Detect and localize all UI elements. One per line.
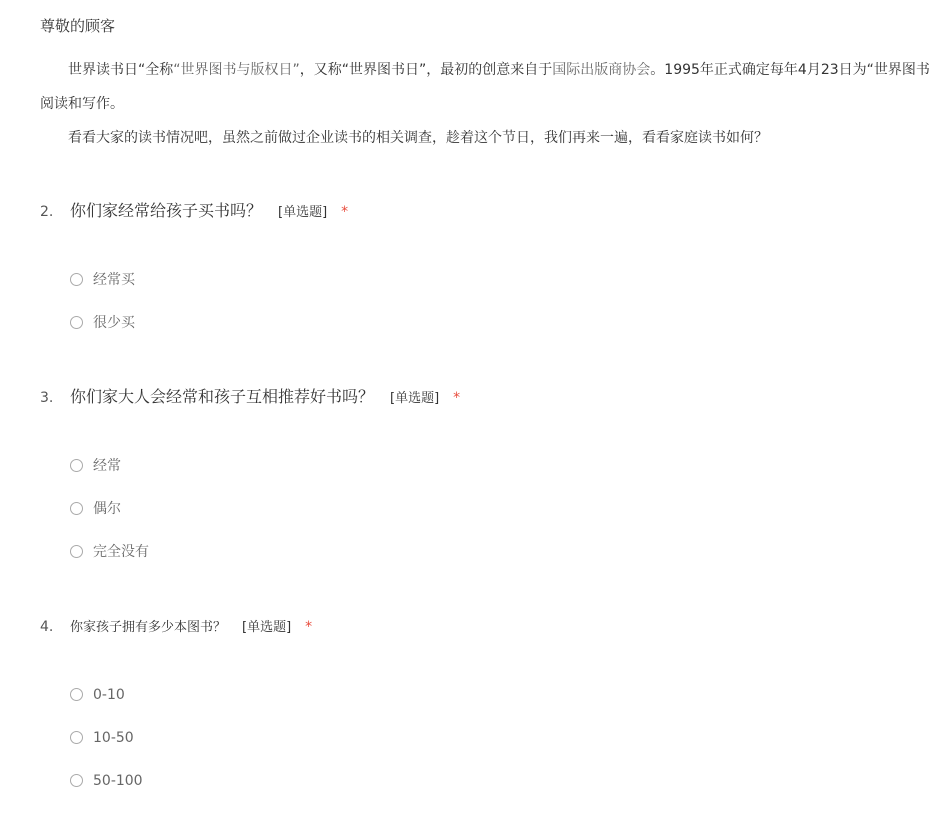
question-header bbox=[40, 386, 880, 408]
radio-button[interactable] bbox=[70, 545, 83, 558]
question-number: 3. bbox=[40, 390, 54, 406]
option-label[interactable]: 50-100 bbox=[93, 773, 143, 789]
required-marker: * bbox=[305, 619, 313, 635]
options-list bbox=[70, 271, 880, 357]
option-often[interactable] bbox=[70, 457, 880, 500]
option-50-100[interactable] bbox=[70, 772, 880, 815]
option-label[interactable]: 10-50 bbox=[93, 730, 134, 746]
radio-button[interactable] bbox=[70, 774, 83, 787]
question-type-label: [单选题] bbox=[390, 391, 440, 406]
intro-text-1a: 世界读书日“全称 bbox=[68, 62, 174, 78]
option-label[interactable]: 很少买 bbox=[93, 315, 135, 331]
option-label[interactable]: 经常 bbox=[93, 458, 121, 474]
question-header bbox=[40, 200, 880, 222]
radio-button[interactable] bbox=[70, 502, 83, 515]
intro-text-1b: “世界图书与版权日” bbox=[173, 62, 300, 78]
question-number: 4. bbox=[40, 619, 54, 635]
option-label[interactable]: 经常买 bbox=[93, 272, 135, 288]
required-marker: * bbox=[341, 204, 349, 220]
question-2 bbox=[40, 200, 880, 357]
question-4 bbox=[40, 615, 880, 815]
intro-paragraph-1 bbox=[40, 53, 930, 121]
intro-text-1e: 。1995年正式确定每年4月23日为“世界图书 bbox=[650, 62, 930, 78]
intro-text-1d: 国际出版商协会 bbox=[552, 62, 651, 78]
question-number: 2. bbox=[40, 204, 54, 220]
greeting: 尊敬的顾客 bbox=[40, 17, 116, 35]
question-3 bbox=[40, 386, 880, 586]
options-list bbox=[70, 457, 880, 586]
option-label[interactable]: 完全没有 bbox=[93, 544, 149, 560]
radio-button[interactable] bbox=[70, 459, 83, 472]
radio-button[interactable] bbox=[70, 316, 83, 329]
intro-text-1-continuation: 阅读和写作。 bbox=[40, 96, 124, 112]
required-marker: * bbox=[453, 390, 461, 406]
question-type-label: [单选题] bbox=[278, 205, 328, 220]
intro-text-1c: ，又称“世界图书日”，最初的创意来自于 bbox=[299, 62, 553, 78]
radio-button[interactable] bbox=[70, 688, 83, 701]
question-header bbox=[40, 615, 880, 637]
options-list bbox=[70, 686, 880, 815]
radio-button[interactable] bbox=[70, 273, 83, 286]
option-label[interactable]: 0-10 bbox=[93, 687, 125, 703]
question-title: 你们家大人会经常和孩子互相推荐好书吗？ bbox=[70, 387, 375, 406]
option-never[interactable] bbox=[70, 543, 880, 586]
option-0-10[interactable] bbox=[70, 686, 880, 729]
survey-intro bbox=[40, 14, 930, 155]
option-10-50[interactable] bbox=[70, 729, 880, 772]
option-label[interactable]: 偶尔 bbox=[93, 501, 121, 517]
option-buy-rarely[interactable] bbox=[70, 314, 880, 357]
question-type-label: [单选题] bbox=[242, 620, 292, 635]
intro-paragraph-2: 看看大家的读书情况吧，虽然之前做过企业读书的相关调查，趁着这个节日，我们再来一遍，看看家庭读书如何？ bbox=[68, 130, 768, 146]
radio-button[interactable] bbox=[70, 731, 83, 744]
question-title: 你家孩子拥有多少本图书？ bbox=[70, 620, 227, 635]
option-buy-often[interactable] bbox=[70, 271, 880, 314]
question-title: 你们家经常给孩子买书吗？ bbox=[70, 201, 263, 220]
option-sometimes[interactable] bbox=[70, 500, 880, 543]
